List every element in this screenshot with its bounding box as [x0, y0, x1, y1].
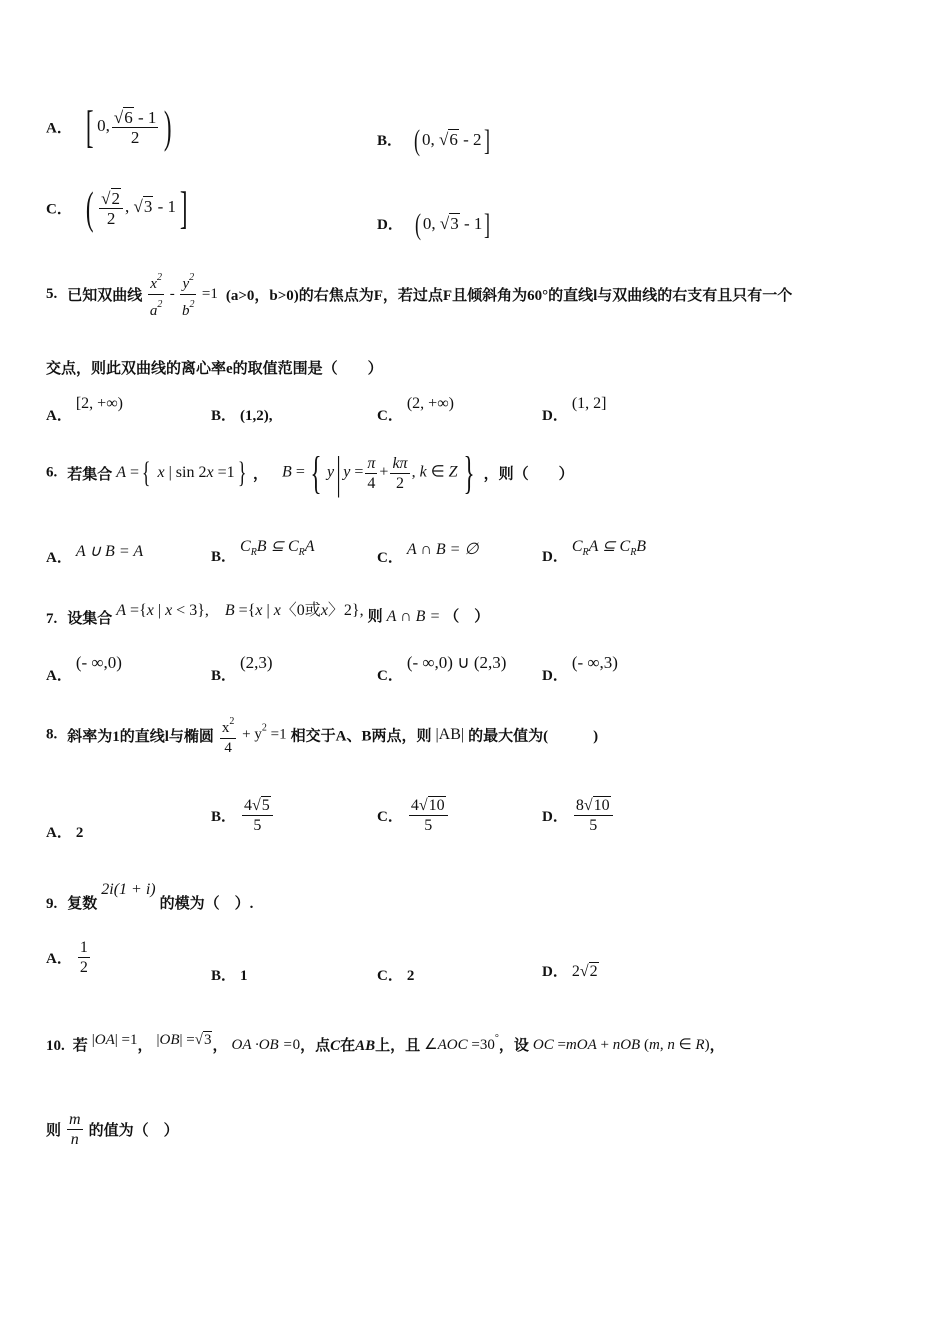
option-text: (1,2),: [240, 408, 273, 424]
q10-stem-line2: [46, 1110, 179, 1149]
option-label: B．: [211, 809, 237, 825]
question-text: 复数: [67, 896, 98, 912]
q8-option-c: [377, 796, 450, 835]
q8-stem: [46, 712, 598, 758]
question-text: 在: [340, 1038, 356, 1054]
angle-aoc: ∠AOC =30°: [424, 1033, 499, 1053]
q6-option-b: [211, 535, 315, 565]
q9-option-b: [211, 964, 248, 985]
q5-stem-line2: 交点，则此双曲线的离心率e的取值范围是（ ）: [46, 361, 383, 377]
question-text: 若集合: [67, 466, 113, 483]
question-number: 8.: [46, 726, 58, 743]
question-number: 6.: [46, 464, 58, 481]
q6-stem: [46, 447, 574, 498]
option-math: $C_RB$ ⊆ $C_RA$: [240, 538, 315, 558]
option-math: A ∪ B = A: [75, 543, 144, 560]
q8-option-a: [46, 821, 83, 842]
q9-stem: [46, 878, 254, 912]
option-label: B．: [377, 132, 403, 149]
q4-option-c: [46, 182, 191, 233]
question-text: ，: [709, 1038, 725, 1054]
option-label: D．: [542, 408, 568, 424]
question-text: （ ）: [444, 609, 490, 625]
question-text: ，: [253, 466, 269, 483]
chord-length: |AB|: [435, 726, 465, 743]
set-definitions: A ={x | x < 3}, B ={x | x〈0或x〉2},: [116, 602, 364, 619]
q6-option-a: [46, 540, 144, 566]
ob-magnitude: |OB| =√3: [156, 1032, 212, 1048]
option-math: $\frac{4√5}{5}$: [240, 796, 275, 835]
intersection-expr: A ∩ B =: [386, 608, 441, 625]
complex-expression: 2i(1 + i): [101, 881, 156, 898]
option-text: 2: [75, 825, 84, 841]
q5-option-a: [46, 392, 123, 424]
option-math: A ∩ B = ∅: [406, 541, 479, 558]
oc-expression: OC =mOA + nOB (m, n ∈ R): [532, 1037, 710, 1053]
q6-option-c: [377, 538, 479, 566]
option-label: A．: [46, 408, 72, 424]
option-math: $\frac{4√10}{5}$: [407, 796, 450, 835]
option-text: 2: [406, 968, 415, 984]
question-text: ，则（ ）: [483, 466, 574, 483]
q7-stem: [46, 597, 490, 627]
point-c: C: [330, 1038, 341, 1054]
question-text: 的最大值为( ): [468, 728, 599, 745]
q4-option-a: [46, 101, 176, 152]
option-label: C．: [377, 550, 403, 566]
option-math: (1, 2]: [571, 395, 607, 412]
question-text: 的值为（ ）: [88, 1123, 179, 1139]
question-text: ，点: [300, 1038, 331, 1054]
q8-option-d: [542, 796, 615, 835]
q8-option-b: [211, 796, 275, 835]
question-text: 则: [46, 1123, 62, 1139]
option-math: (- ∞,0) ∪ (2,3): [406, 653, 507, 672]
question-text: (a>0，b>0)的右焦点为F，若过点F且倾斜角为60°的直线l与双曲线的右支有且只有一个: [225, 288, 793, 304]
question-text: 已知双曲线: [67, 288, 143, 304]
q9-option-c: [377, 964, 414, 985]
option-math: ( $\frac{√2}{2}$ , √3 - 1]: [85, 182, 188, 233]
q6-option-d: [542, 535, 647, 565]
option-label: B．: [211, 549, 237, 565]
option-label: D．: [377, 216, 403, 233]
option-label: B．: [211, 668, 237, 684]
q7-option-c: [377, 652, 507, 684]
q7-option-a: [46, 652, 122, 684]
q7-option-d: [542, 652, 618, 684]
option-label: C．: [377, 408, 403, 424]
oa-magnitude: |OA| =1: [91, 1032, 138, 1048]
set-a: A ={ x | sin 2x =1}: [116, 456, 247, 489]
option-label: D．: [542, 549, 568, 565]
question-text: 斜率为1的直线l与椭圆: [67, 728, 214, 745]
q5-option-b: [211, 404, 273, 425]
question-text: 的模为（ ）.: [159, 896, 254, 912]
option-math: ( 0, √6 - 2]: [414, 124, 490, 157]
q4-option-b: [377, 124, 492, 158]
option-label: A．: [46, 951, 72, 967]
question-number: 5.: [46, 286, 58, 302]
question-number: 9.: [46, 896, 58, 912]
option-math: 2√2: [571, 963, 598, 980]
question-text: 则: [367, 609, 383, 625]
question-number: 10.: [46, 1038, 65, 1054]
option-math: (2, +∞): [406, 395, 454, 412]
option-math: ( 0, √3 - 1]: [414, 208, 491, 241]
option-math: $C_RA$ ⊆ $C_RB$: [571, 538, 647, 558]
q4-option-d: [377, 208, 492, 242]
q7-option-b: [211, 652, 273, 684]
question-text: 上，且: [375, 1038, 421, 1054]
question-text: 若: [72, 1038, 88, 1054]
option-math: (2,3): [240, 653, 273, 672]
option-label: A．: [46, 825, 72, 841]
q9-option-a: [46, 938, 92, 977]
option-label: C．: [377, 668, 403, 684]
question-text: 设集合: [67, 611, 113, 627]
option-label: C．: [377, 809, 403, 825]
q5-option-c: [377, 392, 454, 424]
option-label: B．: [211, 408, 237, 424]
dot-product: OA ·OB =0: [231, 1037, 301, 1053]
option-label: A．: [46, 668, 72, 684]
option-math: $\frac{1}{2}$: [79, 939, 88, 976]
question-text: ，: [212, 1038, 228, 1054]
question-text: 相交于A、B两点，则: [290, 728, 432, 745]
option-math: [2, +∞): [75, 395, 123, 412]
q5-option-d: [542, 392, 607, 424]
q5-stem-line1: [46, 268, 792, 321]
option-label: A．: [46, 120, 72, 137]
question-text: ，: [137, 1038, 153, 1054]
option-label: A．: [46, 550, 72, 566]
option-label: D．: [542, 809, 568, 825]
option-label: D．: [542, 668, 568, 684]
option-math: (- ∞,3): [571, 653, 618, 672]
question-number: 7.: [46, 611, 58, 627]
ellipse-equation: $\frac{x^2}{4}$ + $y^2 =1$: [218, 712, 287, 758]
option-math: [ 0, $\frac{√6 - 1}{2}$ ): [85, 101, 172, 152]
option-label: B．: [211, 968, 237, 984]
segment-ab: AB: [355, 1038, 376, 1054]
question-text: ，设: [498, 1038, 529, 1054]
hyperbola-equation: $\frac{x^2}{a^2}$ - $\frac{y^2}{b^2}$ =1: [146, 268, 218, 321]
q9-option-d: [542, 960, 599, 981]
option-label: C．: [377, 968, 403, 984]
q10-stem-line1: [46, 1028, 725, 1054]
option-label: C．: [46, 201, 72, 218]
option-math: (- ∞,0): [75, 653, 122, 672]
option-math: $\frac{8√10}{5}$: [572, 796, 615, 835]
option-text: 1: [240, 968, 248, 984]
option-label: D．: [542, 964, 568, 980]
set-b: B = { y| y = $\frac{\pi}{4}$ + $\frac{k\pi}{2}$ , k ∈ Z }: [282, 447, 475, 498]
ratio-m-over-n: $\frac{m}{n}$: [69, 1111, 81, 1148]
